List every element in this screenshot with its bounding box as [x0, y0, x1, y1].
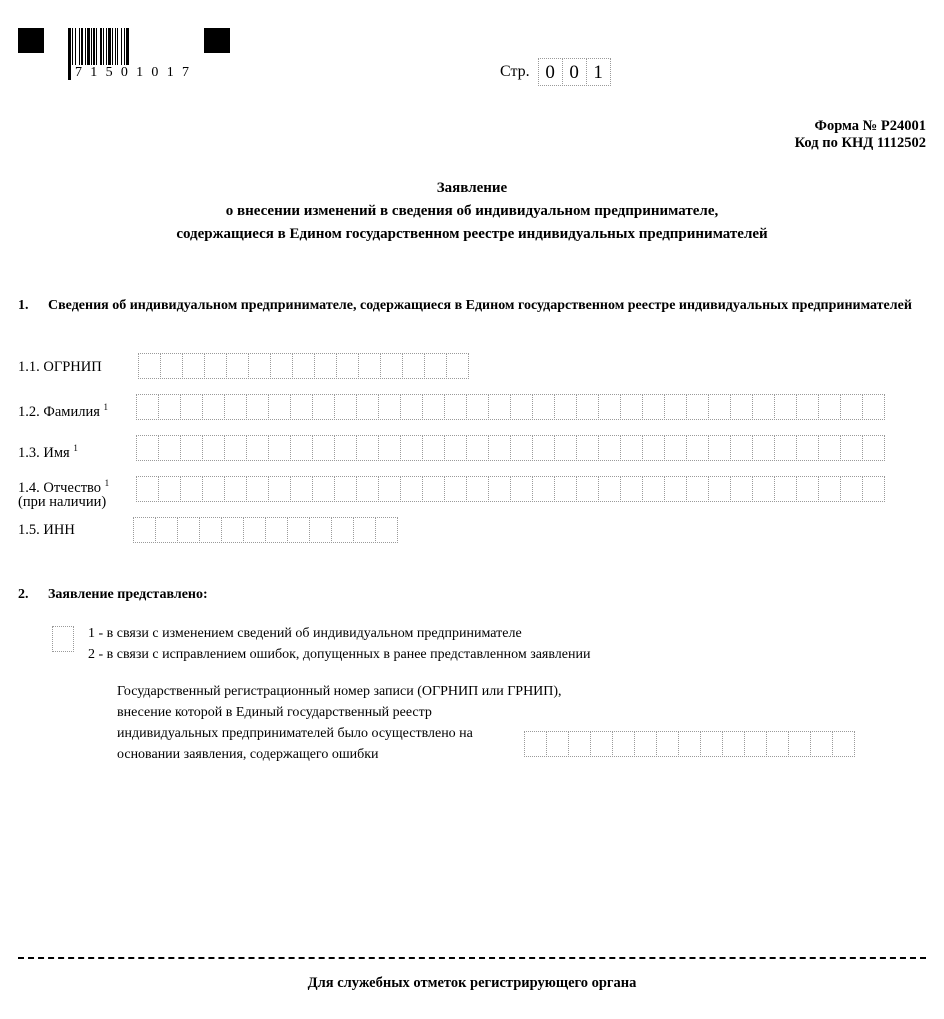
input-cell[interactable] — [290, 476, 313, 502]
input-cell[interactable] — [268, 394, 291, 420]
field-input-cells-2[interactable] — [136, 394, 884, 420]
input-cell[interactable] — [796, 476, 819, 502]
input-cell[interactable] — [862, 476, 885, 502]
input-cell[interactable] — [314, 353, 337, 379]
input-cell[interactable] — [378, 476, 401, 502]
input-cell[interactable] — [334, 476, 357, 502]
title-line-3: содержащиеся в Едином государственном реестре индивидуальных предпринимателей — [176, 226, 768, 242]
input-cell[interactable] — [158, 394, 181, 420]
input-cell[interactable] — [422, 394, 445, 420]
input-cell[interactable] — [243, 517, 266, 543]
field-label-3: 1.3. Имя $^1$ — [18, 443, 78, 461]
input-cell[interactable] — [422, 476, 445, 502]
page-number — [500, 58, 610, 86]
input-cell[interactable] — [444, 394, 467, 420]
input-cell[interactable] — [246, 435, 269, 461]
input-cell[interactable] — [818, 394, 841, 420]
input-cell[interactable] — [700, 731, 723, 757]
input-cell[interactable] — [840, 435, 863, 461]
input-cell[interactable] — [796, 435, 819, 461]
input-cell[interactable] — [524, 731, 547, 757]
input-cell[interactable] — [686, 476, 709, 502]
input-cell[interactable] — [730, 394, 753, 420]
input-cell[interactable] — [840, 394, 863, 420]
input-cell[interactable] — [598, 476, 621, 502]
section-2-title: Заявление представлено: — [48, 587, 208, 602]
input-cell[interactable] — [598, 394, 621, 420]
input-cell[interactable] — [598, 435, 621, 461]
input-cell[interactable] — [177, 517, 200, 543]
input-cell[interactable] — [268, 435, 291, 461]
input-cell[interactable] — [380, 353, 403, 379]
input-cell[interactable] — [424, 353, 447, 379]
input-cell[interactable] — [774, 394, 797, 420]
input-cell[interactable] — [466, 394, 489, 420]
page-number-label: Стр. — [500, 63, 530, 80]
input-cell[interactable] — [678, 731, 701, 757]
title-line-1: Заявление — [436, 180, 508, 196]
input-cell[interactable] — [634, 731, 657, 757]
input-cell[interactable] — [136, 476, 159, 502]
field-input-cells-1[interactable] — [138, 353, 468, 379]
input-cell[interactable] — [532, 394, 555, 420]
input-cell[interactable] — [312, 394, 335, 420]
input-cell[interactable] — [752, 435, 775, 461]
input-cell[interactable] — [312, 435, 335, 461]
input-cell[interactable] — [554, 476, 577, 502]
input-cell[interactable] — [612, 731, 635, 757]
input-cell[interactable] — [752, 394, 775, 420]
input-cell[interactable] — [752, 476, 775, 502]
input-cell[interactable] — [248, 353, 271, 379]
field-input-cells-4[interactable] — [136, 476, 884, 502]
document-title — [0, 177, 944, 246]
barcode-digit: 7 — [75, 65, 82, 80]
input-cell[interactable] — [818, 476, 841, 502]
page-number-cells[interactable] — [538, 58, 610, 86]
option-1-label[interactable]: 1 - в связи с изменением сведений об индивидуальном предпринимателе — [88, 626, 522, 641]
option-2-label[interactable]: 2 - в связи с исправлением ошибок, допущенных в ранее представленном заявлении — [88, 647, 591, 662]
input-cell[interactable] — [510, 435, 533, 461]
input-cell[interactable] — [576, 435, 599, 461]
input-cell[interactable] — [832, 731, 855, 757]
input-cell[interactable] — [546, 731, 569, 757]
input-cell[interactable] — [744, 731, 767, 757]
input-cell[interactable] — [532, 435, 555, 461]
input-cell[interactable] — [576, 476, 599, 502]
input-cell[interactable] — [334, 435, 357, 461]
input-cell[interactable] — [444, 435, 467, 461]
field-label-4: 1.4. Отчество $^1$ — [18, 478, 110, 496]
input-cell[interactable] — [202, 394, 225, 420]
grnip-input-cells[interactable] — [524, 731, 854, 757]
input-cell[interactable] — [224, 476, 247, 502]
input-cell[interactable] — [400, 435, 423, 461]
input-cell[interactable] — [590, 731, 613, 757]
input-cell[interactable] — [664, 394, 687, 420]
input-cell[interactable] — [204, 353, 227, 379]
input-cell[interactable] — [356, 435, 379, 461]
input-cell[interactable] — [331, 517, 354, 543]
input-cell[interactable] — [138, 353, 161, 379]
barcode-digit: 1 — [136, 65, 144, 80]
input-cell[interactable] — [290, 394, 313, 420]
input-cell[interactable] — [686, 394, 709, 420]
input-cell[interactable] — [620, 476, 643, 502]
title-line-2: о внесении изменений в сведения об индивидуальном предпринимателе, — [225, 203, 719, 219]
input-cell[interactable] — [708, 435, 731, 461]
input-cell[interactable] — [642, 476, 665, 502]
input-cell[interactable] — [246, 394, 269, 420]
input-cell[interactable] — [488, 394, 511, 420]
input-cell[interactable] — [722, 731, 745, 757]
input-cell[interactable] — [656, 731, 679, 757]
input-cell[interactable] — [774, 435, 797, 461]
grnip-description: Государственный регистрационный номер записи (ОГРНИП или ГРНИП), внесение которой в Единый государственный реестр индивидуальных предпринимателей было осуществлено на основании заявления, содержащего ошибки — [117, 684, 562, 762]
input-cell[interactable] — [378, 435, 401, 461]
otchestvo-note: (при наличии) — [18, 494, 107, 510]
section-2-heading — [18, 586, 518, 604]
input-cell[interactable] — [708, 476, 731, 502]
barcode-digit: 0 — [151, 65, 159, 80]
input-cell[interactable] — [158, 476, 181, 502]
input-cell[interactable] — [226, 353, 249, 379]
input-cell[interactable] — [810, 731, 833, 757]
input-cell[interactable] — [708, 394, 731, 420]
field-label-5: 1.5. ИНН — [18, 522, 75, 538]
input-cell[interactable] — [133, 517, 156, 543]
page-number-cell[interactable]: 0 — [562, 58, 587, 86]
input-cell[interactable] — [356, 394, 379, 420]
input-cell[interactable] — [568, 731, 591, 757]
input-cell[interactable] — [488, 476, 511, 502]
input-cell[interactable] — [400, 394, 423, 420]
form-code — [795, 118, 926, 152]
input-cell[interactable] — [840, 476, 863, 502]
footer-title: Для служебных отметок регистрирующего органа — [307, 975, 637, 991]
input-cell[interactable] — [202, 435, 225, 461]
section-2-number: 2. — [18, 587, 29, 602]
input-cell[interactable] — [292, 353, 315, 379]
input-cell[interactable] — [180, 476, 203, 502]
input-cell[interactable] — [136, 435, 159, 461]
input-cell[interactable] — [554, 394, 577, 420]
field-input-cells-5[interactable] — [133, 517, 397, 543]
input-cell[interactable] — [358, 353, 381, 379]
input-cell[interactable] — [620, 435, 643, 461]
input-cell[interactable] — [400, 476, 423, 502]
input-cell[interactable] — [224, 394, 247, 420]
input-cell[interactable] — [270, 353, 293, 379]
input-cell[interactable] — [353, 517, 376, 543]
input-cell[interactable] — [378, 394, 401, 420]
input-cell[interactable] — [202, 476, 225, 502]
input-cell[interactable] — [155, 517, 178, 543]
input-cell[interactable] — [160, 353, 183, 379]
input-cell[interactable] — [510, 394, 533, 420]
alignment-mark-left — [18, 28, 44, 53]
input-cell[interactable] — [576, 394, 599, 420]
input-cell[interactable] — [182, 353, 205, 379]
input-cell[interactable] — [730, 435, 753, 461]
section-1-title: Сведения об индивидуальном предпринимателе, содержащиеся в Едином государственном реестре индивидуальных предпринимателей — [48, 298, 912, 313]
section-1-heading — [18, 297, 918, 315]
input-cell[interactable] — [466, 476, 489, 502]
input-cell[interactable] — [180, 435, 203, 461]
footer-separator — [18, 957, 926, 959]
input-cell[interactable] — [532, 476, 555, 502]
input-cell[interactable] — [312, 476, 335, 502]
barcode-digit: 7 — [181, 65, 189, 80]
field-label-2: 1.2. Фамилия $^1$ — [18, 402, 108, 420]
input-cell[interactable] — [664, 476, 687, 502]
input-cell[interactable] — [268, 476, 291, 502]
application-reason-options — [88, 623, 590, 665]
section-1-number: 1. — [18, 298, 29, 313]
input-cell[interactable] — [664, 435, 687, 461]
input-cell[interactable] — [796, 394, 819, 420]
field-label-1: 1.1. ОГРНИП — [18, 359, 102, 375]
input-cell[interactable] — [730, 476, 753, 502]
input-cell[interactable] — [309, 517, 332, 543]
input-cell[interactable] — [466, 435, 489, 461]
input-cell[interactable] — [444, 476, 467, 502]
barcode-digit: 1 — [90, 65, 98, 80]
footnote-marker: 1 — [73, 443, 78, 453]
input-cell[interactable] — [862, 435, 885, 461]
input-cell[interactable] — [158, 435, 181, 461]
input-cell[interactable] — [246, 476, 269, 502]
field-input-cells-3[interactable] — [136, 435, 884, 461]
input-cell[interactable] — [375, 517, 398, 543]
footnote-marker: 1 — [103, 402, 108, 412]
input-cell[interactable] — [446, 353, 469, 379]
input-cell[interactable] — [510, 476, 533, 502]
input-cell[interactable] — [620, 394, 643, 420]
input-cell[interactable] — [766, 731, 789, 757]
input-cell[interactable] — [862, 394, 885, 420]
input-cell[interactable] — [554, 435, 577, 461]
application-reason-checkbox[interactable] — [52, 626, 74, 652]
input-cell[interactable] — [199, 517, 222, 543]
barcode — [18, 28, 248, 90]
input-cell[interactable] — [356, 476, 379, 502]
input-cell[interactable] — [402, 353, 425, 379]
form-code-line2: Код по КНД 1112502 — [794, 135, 926, 151]
input-cell[interactable] — [774, 476, 797, 502]
barcode-digits — [72, 65, 192, 81]
input-cell[interactable] — [224, 435, 247, 461]
input-cell[interactable] — [136, 394, 159, 420]
input-cell[interactable] — [180, 394, 203, 420]
barcode-digit: 5 — [105, 65, 113, 80]
input-cell[interactable] — [336, 353, 359, 379]
page-number-cell[interactable]: 1 — [586, 58, 611, 86]
barcode-digit: 1 — [166, 65, 174, 80]
input-cell[interactable] — [642, 435, 665, 461]
input-cell[interactable] — [422, 435, 445, 461]
input-cell[interactable] — [642, 394, 665, 420]
barcode-digit: 0 — [120, 65, 128, 80]
input-cell[interactable] — [290, 435, 313, 461]
footnote-marker: 1 — [104, 478, 110, 488]
input-cell[interactable] — [788, 731, 811, 757]
input-cell[interactable] — [488, 435, 511, 461]
alignment-mark-right — [204, 28, 230, 53]
input-cell[interactable] — [686, 435, 709, 461]
input-cell[interactable] — [221, 517, 244, 543]
page-number-cell[interactable]: 0 — [538, 58, 563, 86]
input-cell[interactable] — [818, 435, 841, 461]
form-code-line1: Форма № Р24001 — [814, 118, 926, 134]
input-cell[interactable] — [287, 517, 310, 543]
input-cell[interactable] — [265, 517, 288, 543]
input-cell[interactable] — [334, 394, 357, 420]
